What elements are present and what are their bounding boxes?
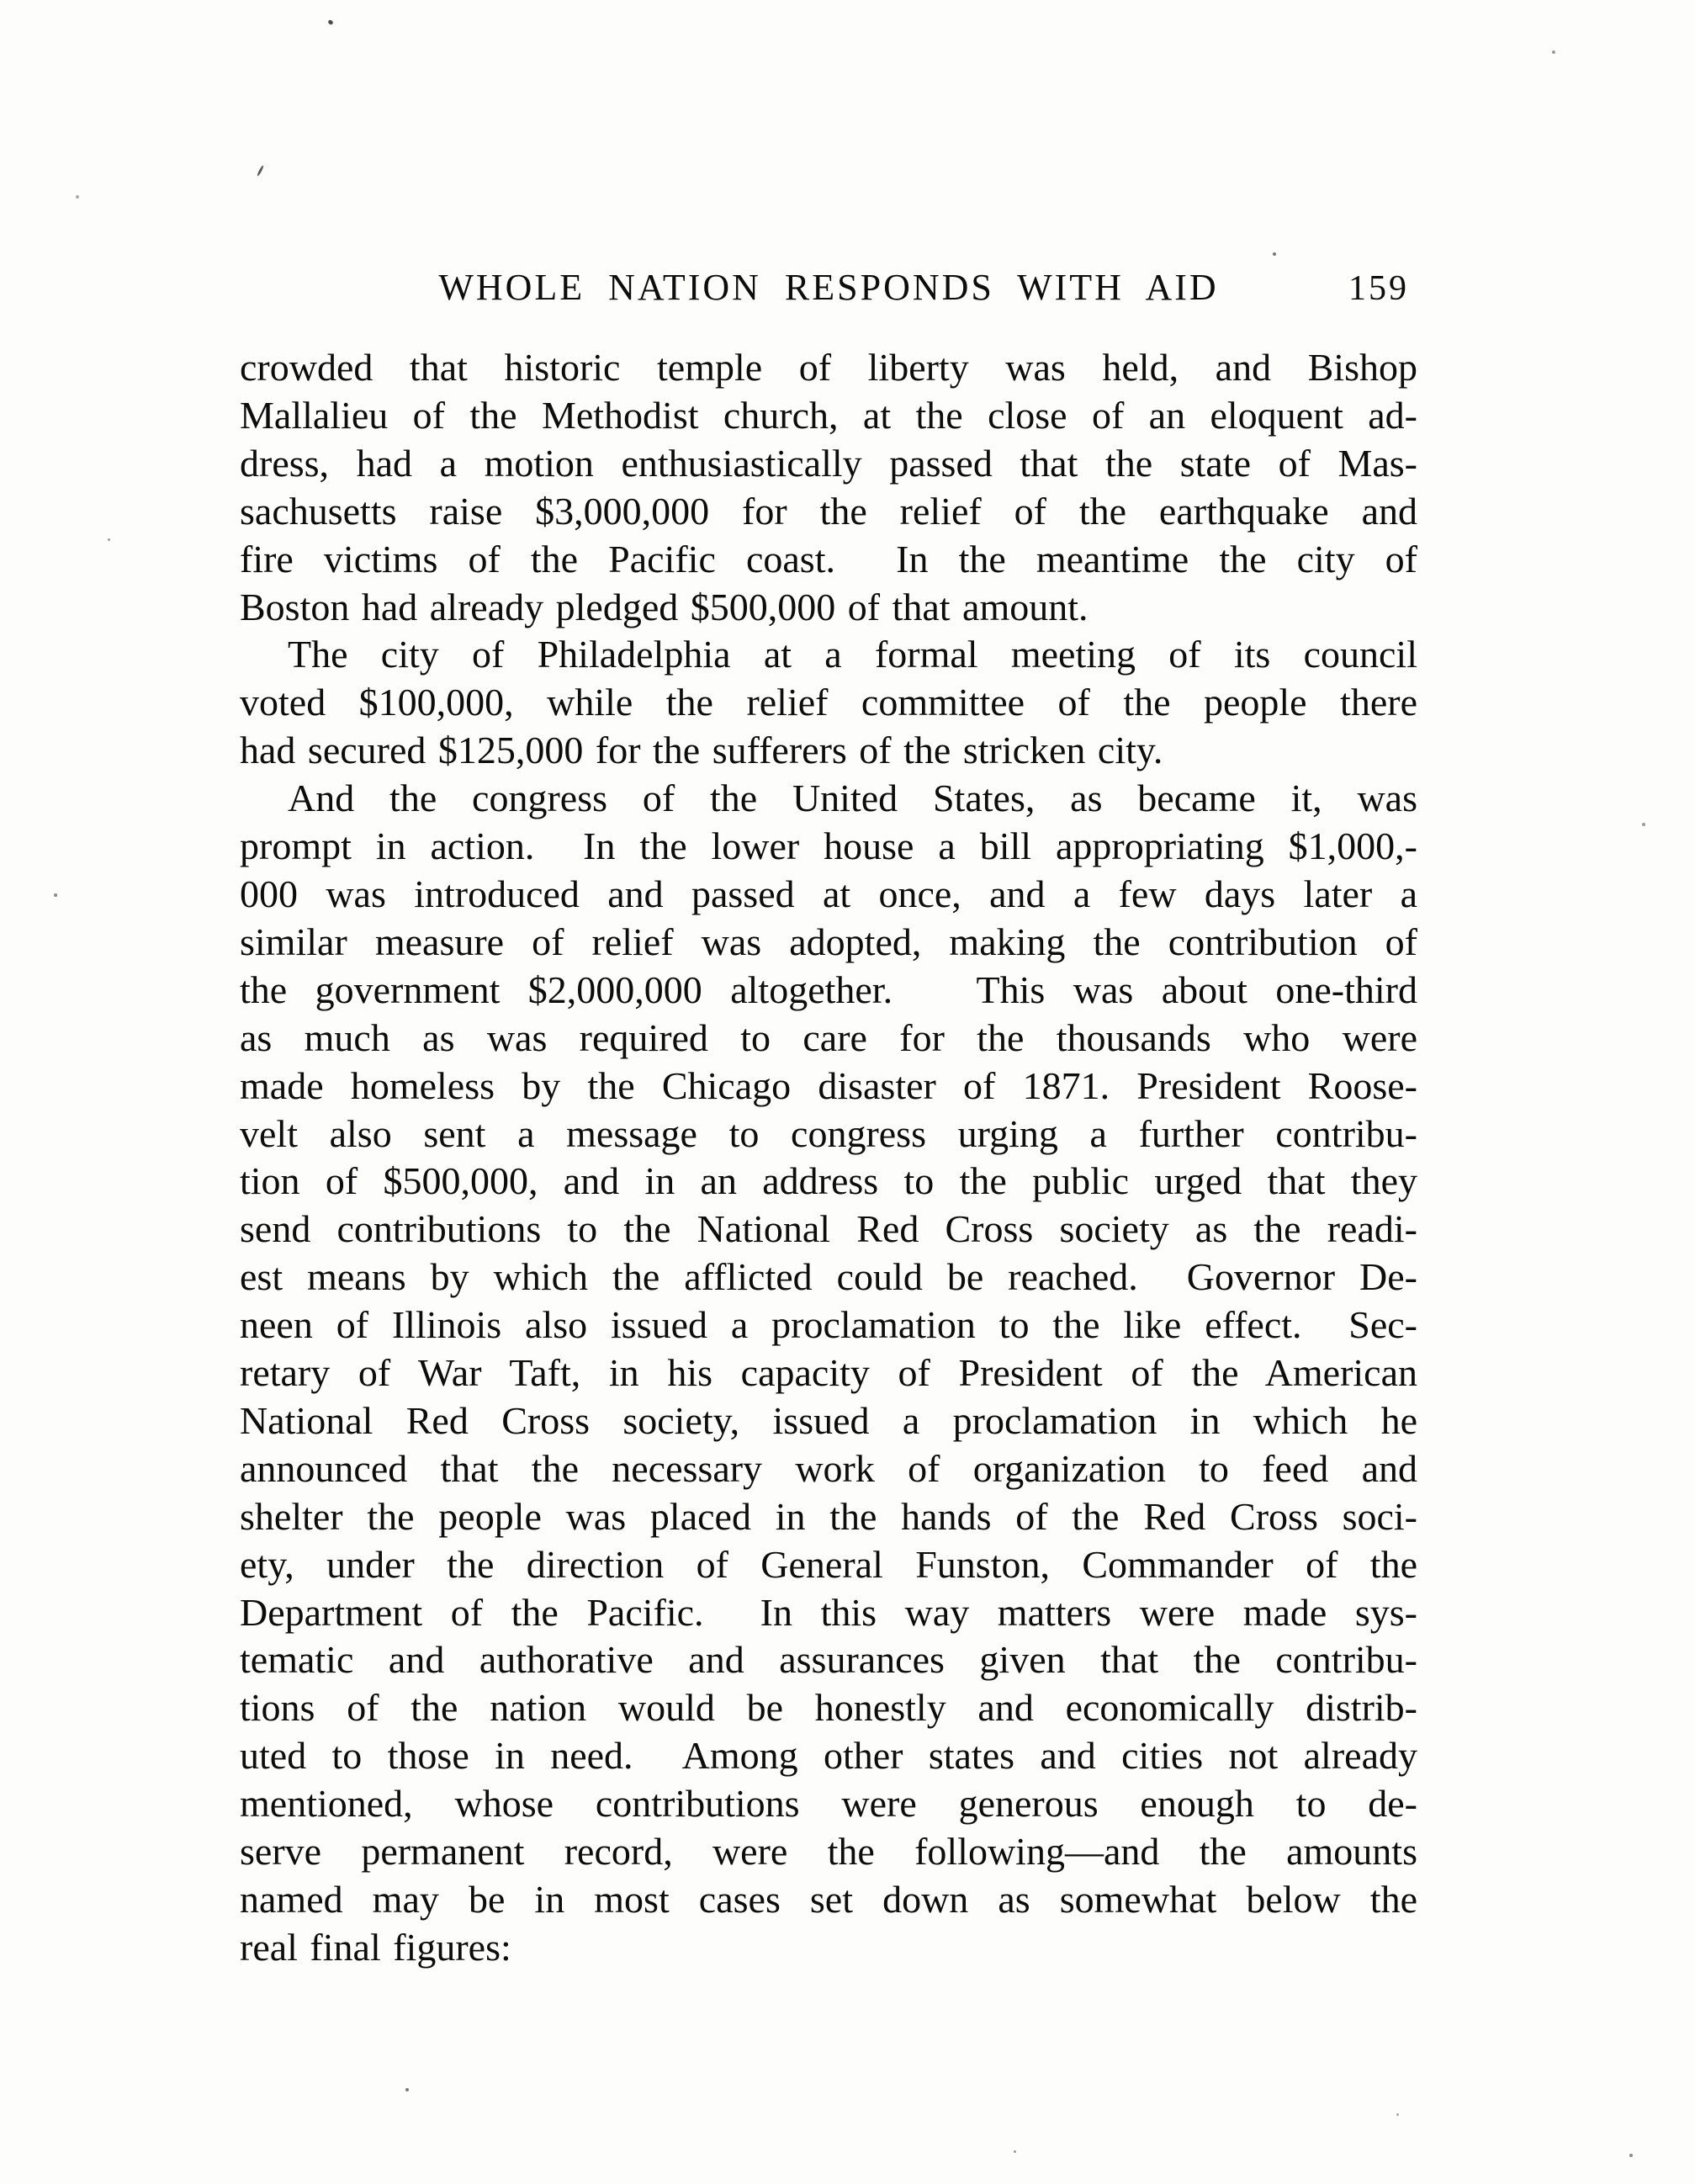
text-line: tion of $500,000, and in an address to the public urged that they (240, 1159, 1417, 1203)
text-line: similar measure of relief was adopted, making the contribution of (240, 920, 1417, 963)
chapter-title: WHOLE NATION RESPONDS WITH AID (438, 267, 1219, 308)
scan-speck (1396, 2113, 1399, 2116)
text-line: announced that the necessary work of organization to feed and (240, 1446, 1417, 1490)
text-line: crowded that historic temple of liberty was held, and Bishop (240, 346, 1417, 389)
text-line: send contributions to the National Red Cross society as the readi- (240, 1207, 1417, 1251)
scan-speck (405, 2088, 409, 2091)
scan-speck (54, 893, 57, 897)
scan-speck (1552, 50, 1555, 54)
text-line: The city of Philadelphia at a formal meeting of its council (288, 633, 1417, 676)
text-line: ety, under the direction of General Funston, Commander of the (240, 1542, 1417, 1586)
page-number: 159 (1348, 269, 1409, 308)
scan-speck (327, 19, 334, 26)
text-line: 000 was introduced and passed at once, and a few days later a (240, 872, 1417, 915)
text-line: fire victims of the Pacific coast. In the meantime the city of (240, 537, 1417, 580)
text-line: the government $2,000,000 altogether. This was about one-third (240, 967, 1417, 1011)
page-body (240, 344, 1417, 1972)
scan-speck (76, 195, 79, 199)
scan-speck (1642, 823, 1645, 826)
text-line: voted $100,000, while the relief committee of the people there (240, 681, 1417, 724)
running-head (240, 266, 1417, 316)
text-line: named may be in most cases set down as somewhat below the (240, 1878, 1417, 1921)
text-line: est means by which the afflicted could be reached. Governor De- (240, 1255, 1417, 1299)
text-line: serve permanent record, were the following—and the amounts (240, 1830, 1417, 1874)
text-line: velt also sent a message to congress urging a further contribu- (240, 1111, 1417, 1155)
text-line: tions of the nation would be honestly and economically distrib- (240, 1686, 1417, 1730)
text-line: as much as was required to care for the thousands who were (240, 1015, 1417, 1059)
scan-speck (257, 165, 264, 177)
text-line: sachusetts raise $3,000,000 for the relief of the earthquake and (240, 489, 1417, 533)
text-line: made homeless by the Chicago disaster of 1871. President Roose- (240, 1063, 1417, 1107)
text-line: shelter the people was placed in the hands of the Red Cross soci- (240, 1494, 1417, 1538)
text-line: real final figures: (240, 1925, 511, 1969)
text-line: Mallalieu of the Methodist church, at the close of an eloquent ad- (240, 393, 1417, 437)
text-line: had secured $125,000 for the sufferers of the stricken city. (240, 729, 1163, 772)
text-line: Department of the Pacific. In this way matters were made sys- (240, 1590, 1417, 1634)
text-line: mentioned, whose contributions were generous enough to de- (240, 1782, 1417, 1826)
scan-speck (1273, 252, 1276, 256)
text-line: dress, had a motion enthusiastically passed that the state of Mas- (240, 441, 1417, 485)
text-line: prompt in action. In the lower house a bill appropriating $1,000,- (240, 824, 1417, 868)
text-line: uted to those in need. Among other states and cities not already (240, 1734, 1417, 1778)
scan-speck (1629, 2154, 1633, 2157)
text-line: And the congress of the United States, as became it, was (288, 777, 1417, 820)
scan-speck (1014, 2150, 1016, 2153)
text-line: neen of Illinois also issued a proclamation to the like effect. Sec- (240, 1303, 1417, 1347)
text-line: Boston had already pledged $500,000 of that amount. (240, 585, 1089, 628)
text-line: tematic and authorative and assurances given that the contribu- (240, 1638, 1417, 1682)
text-line: National Red Cross society, issued a proclamation in which he (240, 1398, 1417, 1442)
text-line: retary of War Taft, in his capacity of President of the American (240, 1351, 1417, 1395)
scan-speck (108, 538, 110, 541)
